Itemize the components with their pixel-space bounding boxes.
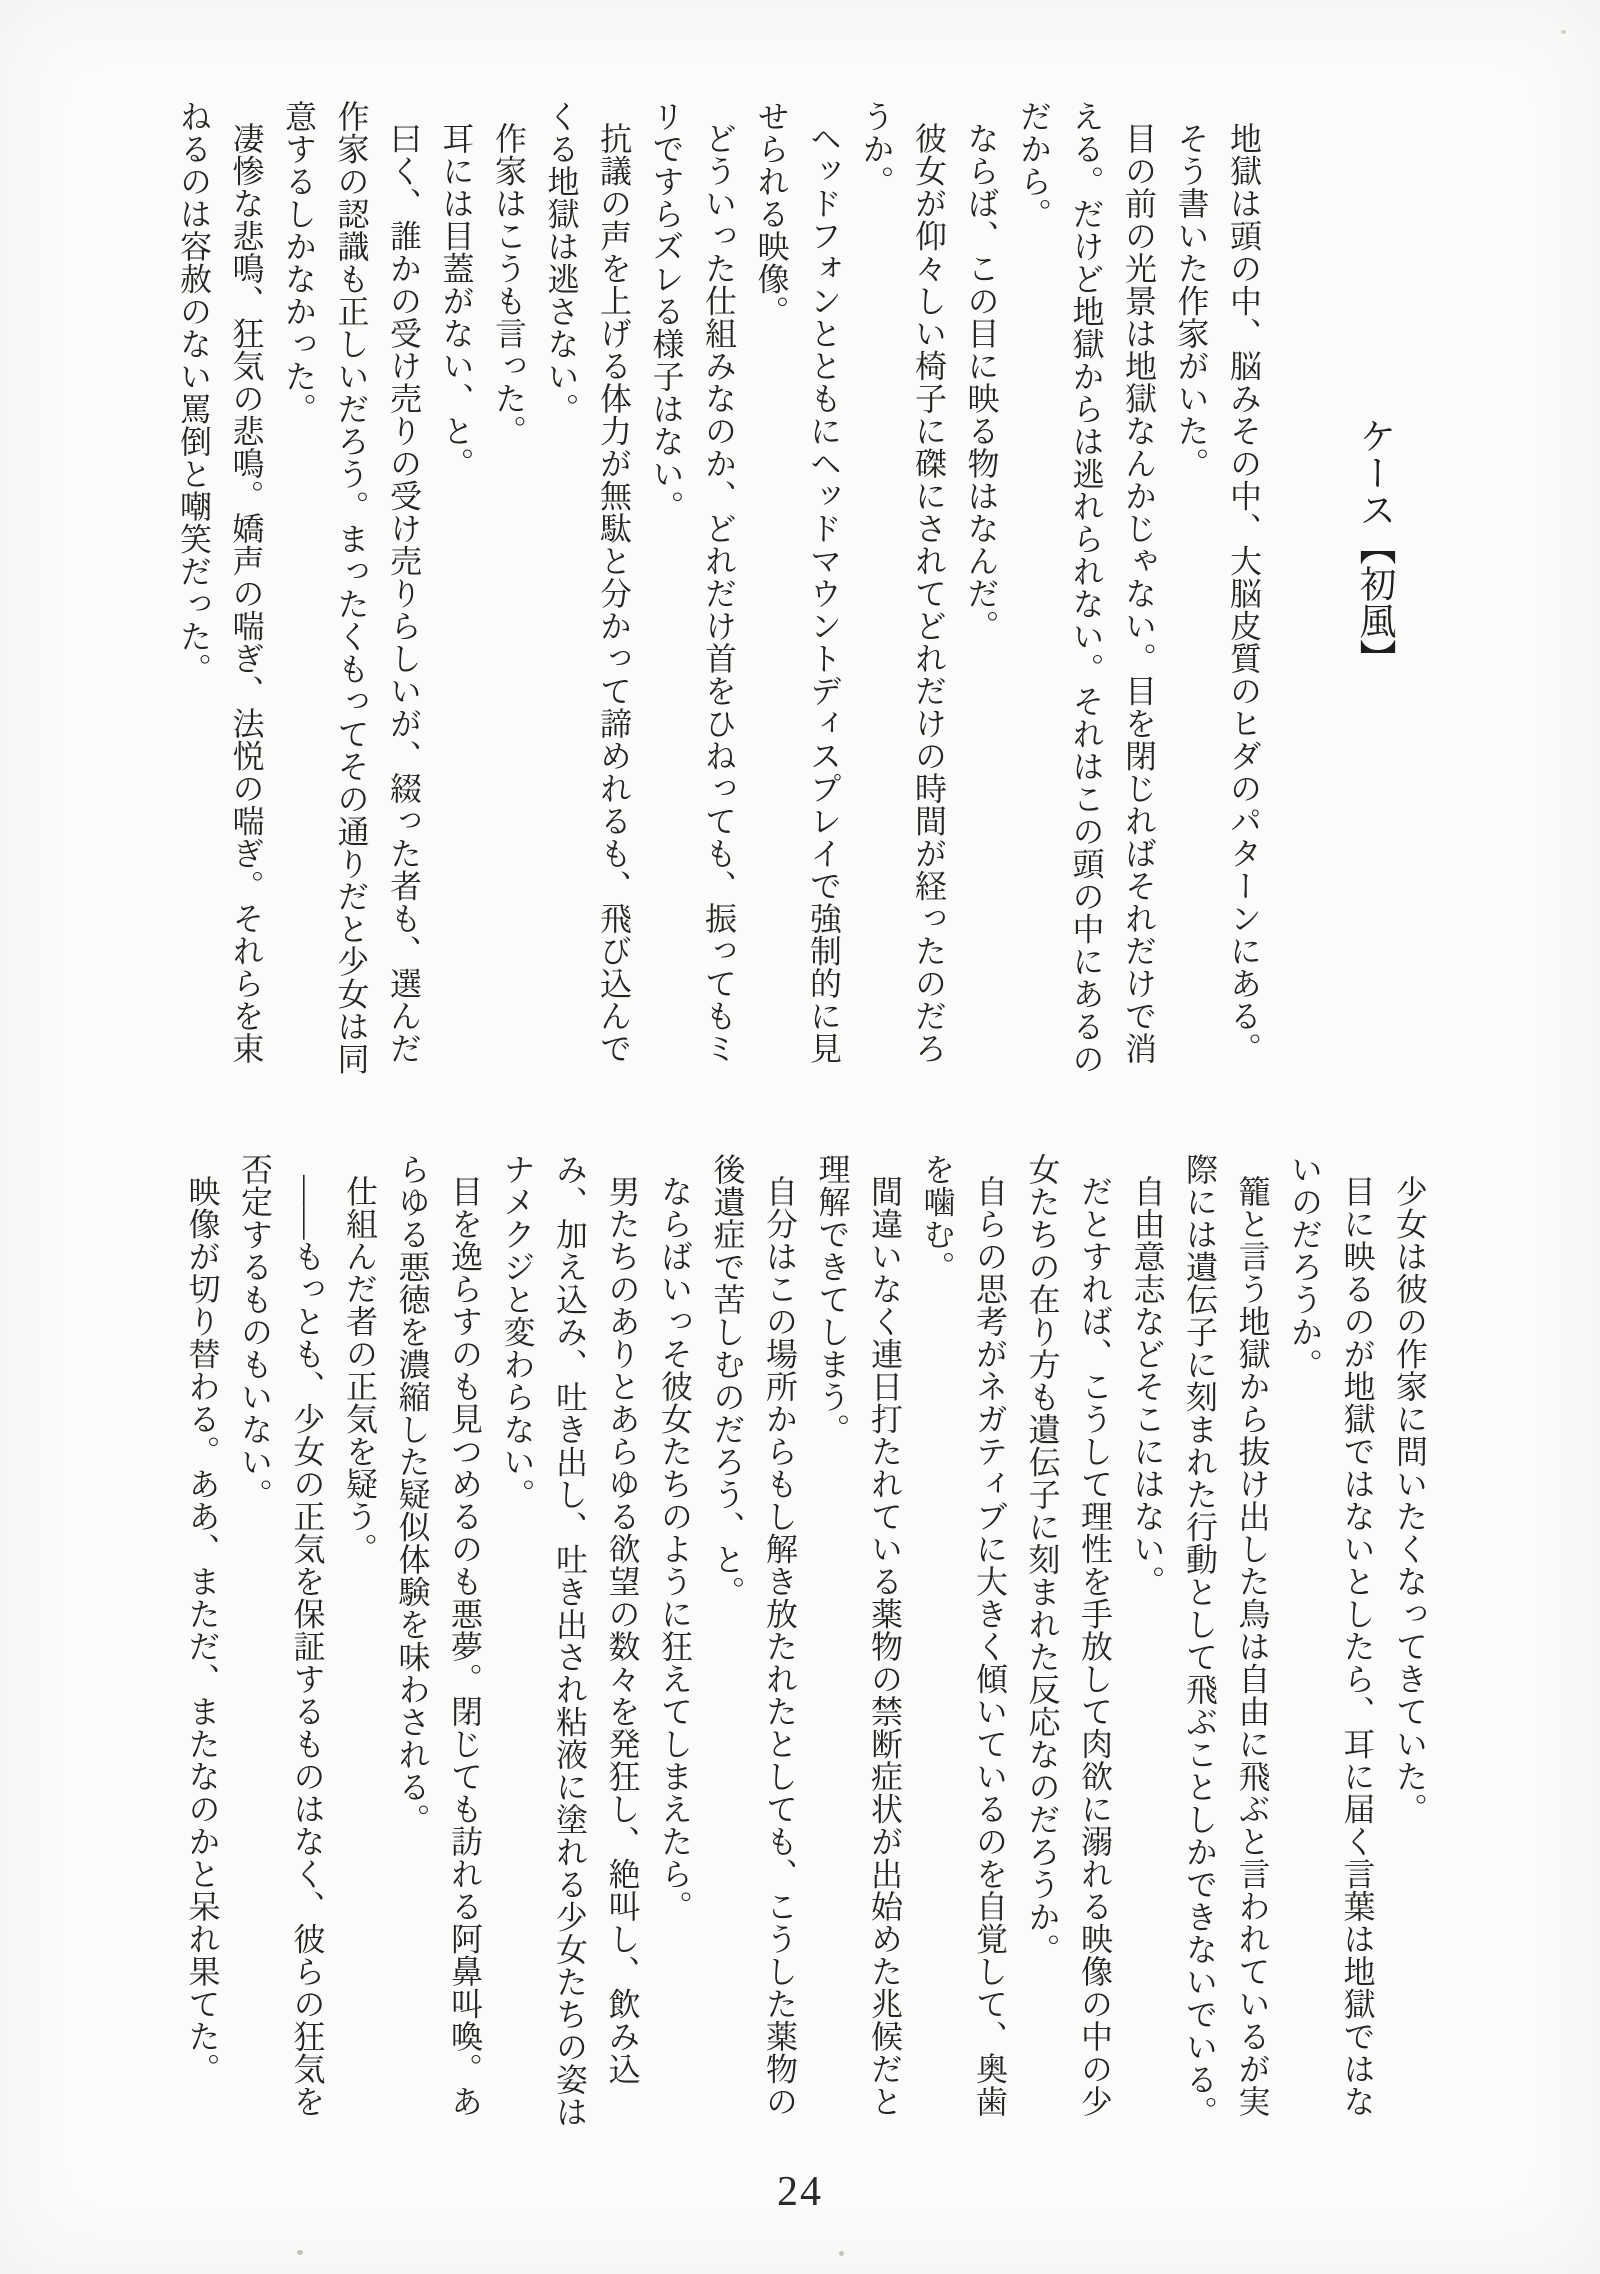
paragraph: 間違いなく連日打たれている薬物の禁断症状が出始めた兆候だと理解できてしまう。	[814, 1153, 903, 2118]
paragraph: 曰く、誰かの受け売りの受け売りらしいが、綴った者も、選んだ作家の認識も正しいだろう。まったくもってその通りだと少女は同意するしかなかった。	[281, 100, 422, 1075]
bottom-text-block	[176, 1153, 1436, 2128]
paragraph: 彼女が仰々しい椅子に磔にされてどれだけの時間が経ったのだろうか。	[858, 100, 947, 1065]
paragraph: ヘッドフォンとともにヘッドマウントディスプレイで強制的に見せられる映像。	[753, 100, 842, 1065]
paragraph: 仕組んだ者の正気を疑う。	[342, 1175, 378, 1566]
paragraph: 目を逸らすのも見つめるのも悪夢。閉じても訪れる阿鼻叫喚。あらゆる悪徳を濃縮した疑似体験を味わされる。	[394, 1153, 483, 2118]
scan-speck	[297, 2250, 303, 2255]
paragraph: だとすれば、こうして理性を手放して肉欲に溺れる映像の中の少女たちの在り方も遺伝子に刻まれた反応なのだろうか。	[1024, 1153, 1113, 2118]
paragraph: 自由意志などそこにはない。	[1129, 1175, 1166, 1598]
top-text-block	[168, 100, 1271, 1075]
scan-speck	[1561, 30, 1566, 34]
paragraph: 少女は彼の作家に問いたくなってきていた。	[1392, 1175, 1428, 1826]
paragraph: 映像が切り替わる。ああ、まただ、またなのかと呆れ果てた。	[184, 1175, 221, 2086]
paragraph: 凄惨な悲鳴、狂気の悲鳴。嬌声の喘ぎ、法悦の喘ぎ。それらを束ねるのは容赦のない罵倒と嘲笑だった。	[176, 100, 265, 1065]
paragraph: 耳には目蓋がない、と。	[438, 122, 475, 480]
paragraph: 抗議の声を上げる体力が無駄と分かって諦めれるも、飛び込んでくる地獄は逃さない。	[543, 100, 632, 1065]
paragraph: 地獄は頭の中、脳みその中、大脳皮質のヒダのパターンにある。	[1226, 122, 1262, 1065]
paragraph: 作家はこうも言った。	[491, 122, 527, 448]
chapter-title: ケース【初風】	[1353, 417, 1394, 676]
paragraph: 自分はこの場所からもし解き放たれたとしても、こうした薬物の後遺症で苦しむのだろう、と。	[709, 1153, 798, 2118]
paragraph: 目の前の光景は地獄なんかじゃない。目を閉じればそれだけで消える。だけど地獄からは逃れられない。それはこの頭の中にあるのだから。	[1016, 100, 1157, 1075]
paragraph: そう書いた作家がいた。	[1173, 122, 1210, 480]
paragraph: 男たちのありとあらゆる欲望の数々を発狂し、絶叫し、飲み込み、加え込み、吐き出し、吐き出され粘液に塗れる少女たちの姿はナメクジと変わらない。	[499, 1153, 641, 2128]
paragraph: 自らの思考がネガティブに大きく傾いているのを自覚して、奥歯を噛む。	[919, 1153, 1008, 2118]
paragraph: ならば、この目に映る物はなんだ。	[963, 122, 1000, 643]
paragraph: 籠と言う地獄から抜け出した鳥は自由に飛ぶと言われているが実際には遺伝子に刻まれた行動として飛ぶことしかできないでいる。	[1182, 1153, 1271, 2128]
page-number: 24	[777, 2169, 823, 2215]
scan-speck	[839, 2251, 844, 2256]
paragraph: ならばいっそ彼女たちのように狂えてしまえたら。	[657, 1175, 693, 1923]
paragraph: 目に映るのが地獄ではないとしたら、耳に届く言葉は地獄ではないのだろうか。	[1287, 1153, 1376, 2118]
paragraph: どういった仕組みなのか、どれだけ首をひねっても、振ってもミリですらズレる様子はない。	[648, 100, 737, 1065]
paragraph: ――もっとも、少女の正気を保証するものはなく、彼らの狂気を否定するものもいない。	[237, 1153, 326, 2118]
